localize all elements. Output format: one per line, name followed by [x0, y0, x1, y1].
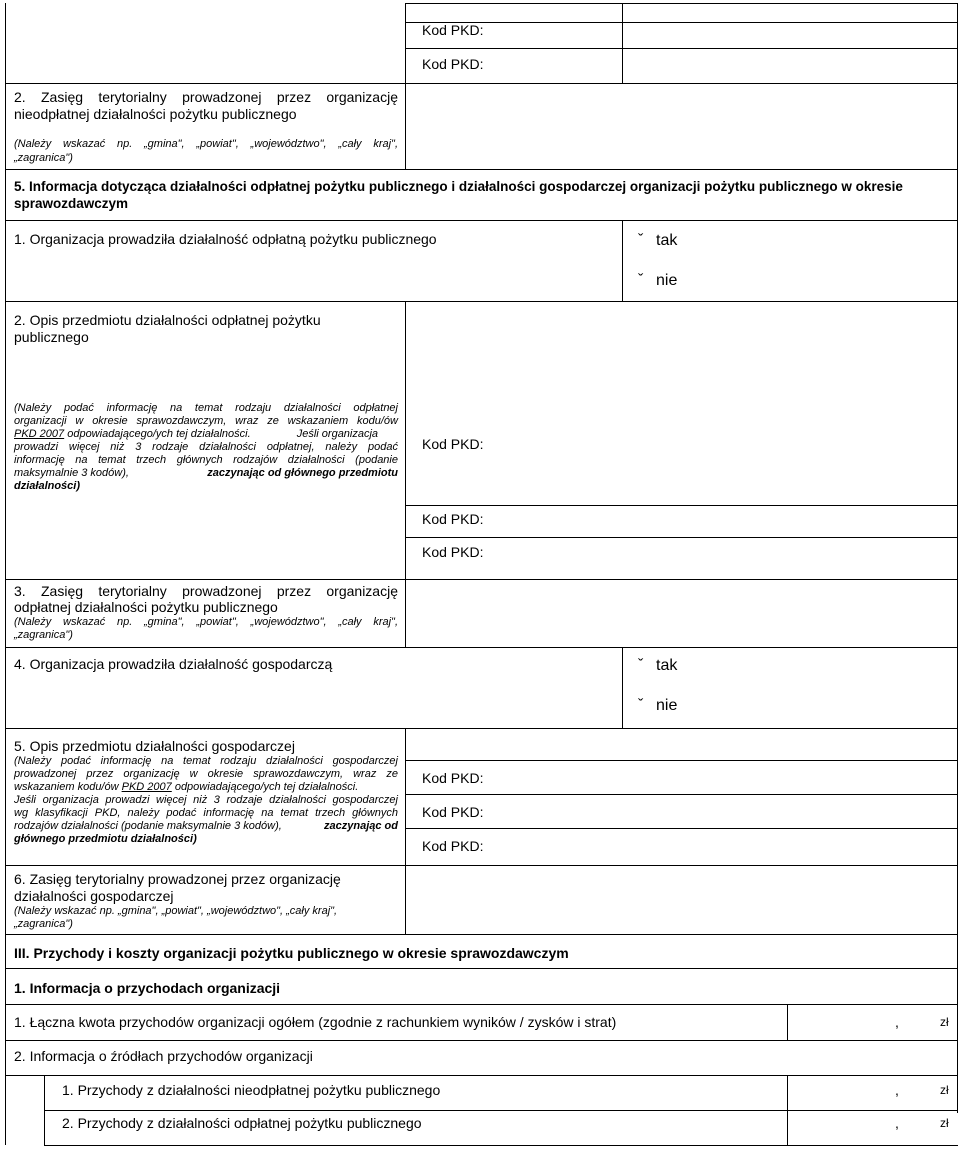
q6-label: 6. Zasięg terytorialny prowadzonej przez organizację [14, 871, 341, 887]
section-5-heading-2: sprawozdawczym [14, 196, 129, 211]
q2-hint: (Należy podać informację na temat rodzaju działalności odpłatnej [14, 402, 398, 414]
zasieg-nieodplatnej-label: 2. Zasięg terytorialny prowadzonej przez organizację [14, 89, 398, 105]
q6-hint-2: „zagranica") [14, 918, 73, 930]
przychody-odplatne-label: 2. Przychody z działalności odpłatnej pożytku publicznego [62, 1115, 422, 1131]
q5-hint: prowadzonej przez organizację w okresie sprawozdawczym, wraz ze [14, 768, 398, 780]
q1-no-option[interactable] [638, 271, 677, 291]
q5-hint: wskazaniem kodu/ów PKD 2007 odpowiadającego/ych tej działalności. [14, 781, 359, 793]
q3-zasieg-input[interactable] [406, 580, 957, 647]
przychody-odplatne-input[interactable] [788, 1111, 957, 1145]
q5-hint: wg klasyfikacji PKD, należy podać informację na temat trzech głównych [14, 807, 398, 819]
q1-yes-label: tak [656, 232, 678, 249]
przychody-nieodplatne-input[interactable] [788, 1076, 957, 1110]
kod-pkd-label: Kod PKD: [422, 56, 484, 72]
pkd-link: PKD 2007 [14, 428, 65, 440]
q1-odplatna-label: 1. Organizacja prowadziła działalność odpłatną pożytku publicznego [14, 231, 437, 247]
q5-hint: (Należy podać informację na temat rodzaju działalności gospodarczej [14, 755, 398, 767]
q5-hint: rodzajów działalności (podanie maksymalnie 3 kodów), zaczynając od [14, 820, 398, 832]
checkbox-icon: ˇ [638, 657, 644, 674]
kod-pkd-label: Kod PKD: [422, 22, 484, 38]
q6-zasieg-input[interactable] [406, 866, 957, 934]
kod-pkd-input[interactable] [623, 49, 957, 83]
q5-kod-pkd-label: Kod PKD: [422, 838, 484, 854]
q2-hint: maksymalnie 3 kodów), zaczynając od głównego przedmiotu [14, 467, 398, 479]
q2-hint: PKD 2007 odpowiadającego/ych tej działalności. Jeśli organizacja [14, 428, 379, 440]
q3-hint: (Należy wskazać np. „gmina", „powiat", „województwo", „cały kraj", [14, 616, 398, 628]
zasieg-nieodplatnej-input[interactable] [406, 84, 957, 169]
decimal-comma: , [895, 1082, 899, 1098]
q2-hint: informację na temat trzech głównych rodzajów działalności (podanie [14, 454, 398, 466]
decimal-comma: , [895, 1115, 899, 1131]
currency-unit: zł [940, 1083, 949, 1097]
q5-kod-pkd-label: Kod PKD: [422, 770, 484, 786]
q2-description-input[interactable] [406, 302, 957, 504]
pkd-link: PKD 2007 [121, 781, 172, 793]
q5-description-input[interactable] [406, 729, 957, 760]
q3-label: 3. Zasięg terytorialny prowadzonej przez organizację [14, 583, 398, 599]
zrodla-przychodow-subheading: 2. Informacja o źródłach przychodów organizacji [14, 1048, 313, 1064]
laczna-kwota-input[interactable] [788, 1005, 957, 1040]
checkbox-icon: ˇ [638, 232, 644, 249]
currency-unit: zł [940, 1116, 949, 1130]
laczna-kwota-label: 1. Łączna kwota przychodów organizacji ogółem (zgodnie z rachunkiem wyników / zysków i strat) [14, 1014, 617, 1030]
q5-kod-pkd-label: Kod PKD: [422, 804, 484, 820]
przychody-nieodplatne-label: 1. Przychody z działalności nieodpłatnej pożytku publicznego [62, 1082, 441, 1098]
q2-hint: prowadzi więcej niż 3 rodzaje działalności odpłatnej, należy podać [14, 441, 398, 453]
q2-label: 2. Opis przedmiotu działalności odpłatnej pożytku [14, 312, 321, 328]
q6-hint: (Należy wskazać np. „gmina", „powiat", „województwo", „cały kraj", [14, 905, 338, 917]
q4-no-option[interactable] [638, 696, 677, 716]
q3-hint-2: „zagranica") [14, 629, 73, 641]
zasieg-hint: (Należy wskazać np. „gmina", „powiat", „województwo", „cały kraj", [14, 138, 398, 150]
q4-yes-label: tak [656, 657, 678, 674]
q3-label-2: odpłatnej działalności pożytku publicznego [14, 599, 278, 615]
section-3-heading: III. Przychody i koszty organizacji pożytku publicznego w okresie sprawozdawczym [14, 945, 569, 961]
q2-kod-pkd-label: Kod PKD: [422, 511, 484, 527]
q4-yes-option[interactable] [638, 656, 677, 676]
kod-pkd-input[interactable] [623, 23, 957, 47]
q2-hint: działalności) [14, 480, 81, 492]
q2-hint: organizacji w okresie sprawozdawczym, wraz ze wskazaniem kodu/ów [14, 415, 398, 427]
q2-label-2: publicznego [14, 329, 89, 345]
zasieg-nieodplatnej-label-2: nieodpłatnej działalności pożytku publicznego [14, 106, 297, 122]
checkbox-icon: ˇ [638, 697, 644, 714]
q5-hint: głównego przedmiotu działalności) [14, 833, 197, 845]
checkbox-icon: ˇ [638, 272, 644, 289]
q1-yes-option[interactable] [638, 231, 677, 251]
q5-hint: Jeśli organizacja prowadzi więcej niż 3 rodzaje działalności gospodarczej [14, 794, 398, 806]
zasieg-hint-2: „zagranica") [14, 152, 73, 164]
q2-kod-pkd-label: Kod PKD: [422, 436, 484, 452]
q2-kod-pkd-label: Kod PKD: [422, 544, 484, 560]
decimal-comma: , [895, 1014, 899, 1030]
q6-label-2: działalności gospodarczej [14, 888, 174, 904]
section-5-heading: 5. Informacja dotycząca działalności odpłatnej pożytku publicznego i działalności gospodarczej organizacji pożytku publicznego w okresie [14, 179, 903, 194]
q4-gospodarcza-label: 4. Organizacja prowadziła działalność gospodarczą [14, 656, 333, 672]
q1-no-label: nie [656, 272, 678, 289]
q4-no-label: nie [656, 697, 678, 714]
przychody-subheading: 1. Informacja o przychodach organizacji [14, 980, 281, 996]
q5-label: 5. Opis przedmiotu działalności gospodarczej [14, 738, 295, 754]
currency-unit: zł [940, 1015, 949, 1029]
